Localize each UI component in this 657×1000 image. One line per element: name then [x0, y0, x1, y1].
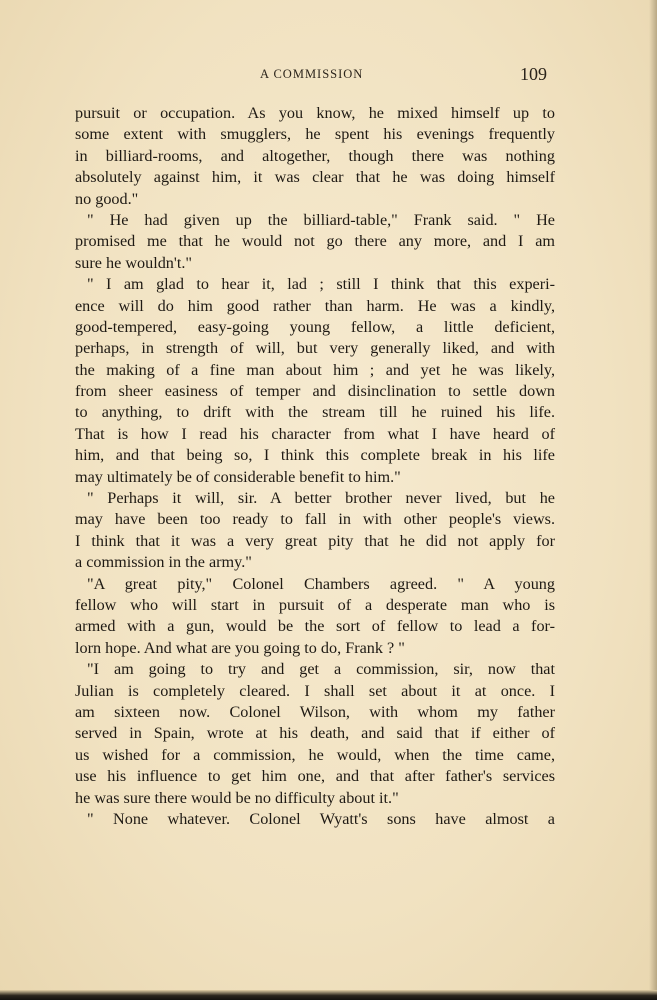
- text-line: served in Spain, wrote at his death, and said that if either of: [75, 724, 555, 743]
- text-line: armed with a gun, would be the sort of fellow to lead a for-: [75, 617, 555, 636]
- text-line: perhaps, in strength of will, but very generally liked, and with: [75, 339, 555, 358]
- text-line: use his influence to get him one, and that after father's services: [75, 767, 555, 786]
- text-line: " None whatever. Colonel Wyatt's sons have almost a: [87, 809, 555, 828]
- page-number: 109: [520, 64, 547, 84]
- text-line: may have been too ready to fall in with other people's views.: [75, 510, 555, 529]
- text-line: Julian is completely cleared. I shall set about it at once. I: [75, 681, 555, 700]
- text-line: him, and that being so, I think this complete break in his life: [75, 446, 555, 465]
- page-edge-shadow: [649, 0, 657, 1000]
- text-line: a commission in the army.": [75, 553, 252, 572]
- text-line: some extent with smugglers, he spent his evenings frequently: [75, 125, 555, 144]
- text-line: good-tempered, easy-going young fellow, a little deficient,: [75, 317, 555, 336]
- text-line: "I am going to try and get a commission, sir, now that: [87, 660, 555, 679]
- text-line: am sixteen now. Colonel Wilson, with whom my father: [75, 702, 555, 721]
- text-line: " He had given up the billiard-table," Frank said. " He: [87, 210, 555, 229]
- text-line: may ultimately be of considerable benefit to him.": [75, 467, 401, 486]
- text-line: in billiard-rooms, and altogether, though there was nothing: [75, 146, 555, 165]
- text-line: no good.": [75, 189, 139, 208]
- text-line: absolutely against him, it was clear that he was doing himself: [75, 168, 555, 187]
- text-line: ence will do him good rather than harm. He was a kindly,: [75, 296, 555, 315]
- text-line: fellow who will start in pursuit of a desperate man who is: [75, 595, 555, 614]
- text-line: That is how I read his character from what I have heard of: [75, 424, 555, 443]
- body-text: [75, 103, 555, 830]
- text-line: promised me that he would not go there any more, and I am: [75, 232, 555, 251]
- text-line: "A great pity," Colonel Chambers agreed. " A young: [87, 574, 555, 593]
- text-line: pursuit or occupation. As you know, he mixed himself up to: [75, 104, 555, 122]
- text-line: I think that it was a very great pity that he did not apply for: [75, 531, 555, 550]
- text-line: to anything, to drift with the stream till he ruined his life.: [75, 403, 555, 422]
- text-line: us wished for a commission, he would, when the time came,: [75, 745, 555, 764]
- text-line: he was sure there would be no difficulty about it.": [75, 788, 399, 807]
- text-line: the making of a fine man about him ; and yet he was likely,: [75, 360, 555, 379]
- text-line: " Perhaps it will, sir. A better brother never lived, but he: [87, 489, 555, 508]
- text-line: sure he wouldn't.": [75, 253, 192, 272]
- text-line: lorn hope. And what are you going to do, Frank ? ": [75, 638, 405, 657]
- running-head: A COMMISSION: [260, 67, 364, 81]
- page-header: [0, 64, 657, 88]
- text-line: from sheer easiness of temper and disinclination to settle down: [75, 382, 555, 401]
- text-line: " I am glad to hear it, lad ; still I think that this experi-: [87, 275, 555, 294]
- page-bottom-edge: [0, 990, 657, 1000]
